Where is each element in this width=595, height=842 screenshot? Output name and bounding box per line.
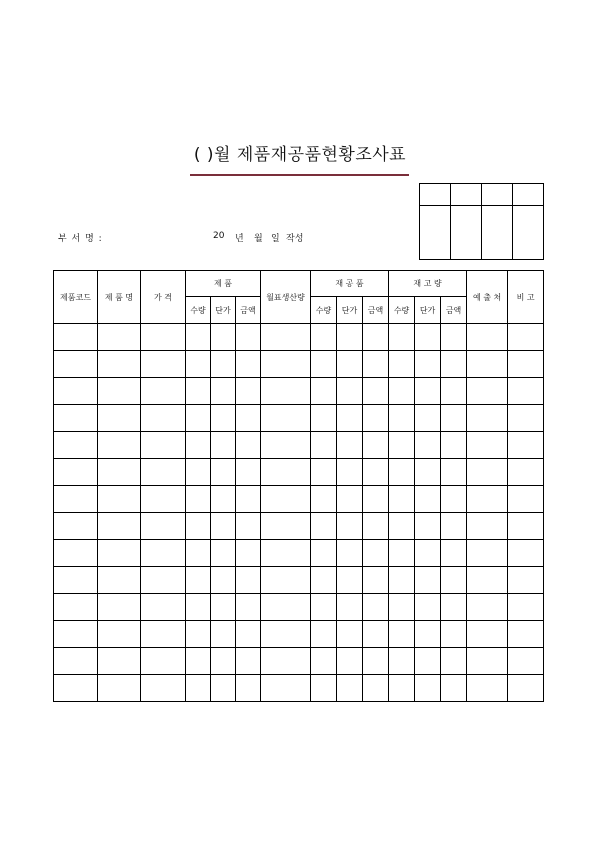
table-cell[interactable] <box>141 594 186 621</box>
table-cell[interactable] <box>389 405 415 432</box>
approval-header-cell[interactable] <box>513 184 544 206</box>
table-cell[interactable] <box>186 567 211 594</box>
table-cell[interactable] <box>261 675 311 702</box>
table-cell[interactable] <box>141 513 186 540</box>
table-cell[interactable] <box>141 648 186 675</box>
table-cell[interactable] <box>236 594 261 621</box>
table-cell[interactable] <box>186 648 211 675</box>
header-wip-group: 재 공 품 <box>311 271 389 297</box>
table-cell[interactable] <box>186 378 211 405</box>
table-cell[interactable] <box>141 324 186 351</box>
table-cell[interactable] <box>363 513 389 540</box>
header-spec: 가 격 <box>141 271 186 324</box>
table-cell[interactable] <box>363 432 389 459</box>
department-label: 부 서 명 : <box>58 234 103 244</box>
table-cell[interactable] <box>54 351 98 378</box>
table-cell[interactable] <box>236 513 261 540</box>
table-cell[interactable] <box>508 648 544 675</box>
table-cell[interactable] <box>467 513 508 540</box>
table-row <box>54 432 544 459</box>
table-row <box>54 621 544 648</box>
table-cell[interactable] <box>441 432 467 459</box>
table-cell[interactable] <box>415 351 441 378</box>
table-cell[interactable] <box>236 432 261 459</box>
table-cell[interactable] <box>337 459 363 486</box>
subheader-unit-price: 단가 <box>337 297 363 324</box>
table-cell[interactable] <box>441 621 467 648</box>
table-cell[interactable] <box>363 540 389 567</box>
table-cell[interactable] <box>363 324 389 351</box>
date-month: 월 <box>254 234 263 244</box>
table-cell[interactable] <box>415 513 441 540</box>
table-cell[interactable] <box>211 486 236 513</box>
table-cell[interactable] <box>508 675 544 702</box>
table-cell[interactable] <box>441 378 467 405</box>
table-cell[interactable] <box>141 378 186 405</box>
table-cell[interactable] <box>467 594 508 621</box>
table-cell[interactable] <box>467 432 508 459</box>
table-cell[interactable] <box>389 324 415 351</box>
title-underline <box>190 174 409 176</box>
table-cell[interactable] <box>508 621 544 648</box>
table-cell[interactable] <box>261 567 311 594</box>
table-cell[interactable] <box>211 459 236 486</box>
table-cell[interactable] <box>211 432 236 459</box>
subheader-quantity: 수량 <box>186 297 211 324</box>
table-cell[interactable] <box>337 594 363 621</box>
table-cell[interactable] <box>337 486 363 513</box>
table-cell[interactable] <box>98 567 141 594</box>
table-cell[interactable] <box>261 648 311 675</box>
table-cell[interactable] <box>54 513 98 540</box>
table-cell[interactable] <box>261 378 311 405</box>
table-cell[interactable] <box>415 378 441 405</box>
table-cell[interactable] <box>261 324 311 351</box>
table-cell[interactable] <box>98 378 141 405</box>
header-sales: 예 출 처 <box>467 271 508 324</box>
table-cell[interactable] <box>311 486 337 513</box>
table-row <box>54 540 544 567</box>
table-cell[interactable] <box>389 621 415 648</box>
table-cell[interactable] <box>98 540 141 567</box>
table-cell[interactable] <box>211 621 236 648</box>
header-monthly-production: 월표생산량 <box>261 271 311 324</box>
table-cell[interactable] <box>54 567 98 594</box>
table-cell[interactable] <box>441 567 467 594</box>
table-cell[interactable] <box>415 459 441 486</box>
table-cell[interactable] <box>441 324 467 351</box>
table-cell[interactable] <box>261 459 311 486</box>
table-cell[interactable] <box>311 432 337 459</box>
table-cell[interactable] <box>467 378 508 405</box>
table-cell[interactable] <box>363 459 389 486</box>
table-cell[interactable] <box>337 567 363 594</box>
table-cell[interactable] <box>141 405 186 432</box>
subheader-unit-price: 단가 <box>211 297 236 324</box>
table-cell[interactable] <box>141 567 186 594</box>
approval-header-cell[interactable] <box>451 184 482 206</box>
table-row <box>54 594 544 621</box>
table-cell[interactable] <box>211 594 236 621</box>
table-cell[interactable] <box>186 351 211 378</box>
table-cell[interactable] <box>441 486 467 513</box>
subheader-amount: 금액 <box>441 297 467 324</box>
table-cell[interactable] <box>467 675 508 702</box>
date-year-prefix: 20 <box>213 231 225 241</box>
table-cell[interactable] <box>389 675 415 702</box>
table-cell[interactable] <box>98 621 141 648</box>
table-cell[interactable] <box>186 486 211 513</box>
table-cell[interactable] <box>311 405 337 432</box>
table-cell[interactable] <box>389 513 415 540</box>
table-cell[interactable] <box>441 513 467 540</box>
table-cell[interactable] <box>236 324 261 351</box>
table-cell[interactable] <box>415 540 441 567</box>
table-cell[interactable] <box>236 486 261 513</box>
table-cell[interactable] <box>54 459 98 486</box>
table-cell[interactable] <box>236 459 261 486</box>
table-cell[interactable] <box>186 459 211 486</box>
table-cell[interactable] <box>467 459 508 486</box>
table-cell[interactable] <box>508 405 544 432</box>
table-cell[interactable] <box>441 351 467 378</box>
table-cell[interactable] <box>186 432 211 459</box>
table-cell[interactable] <box>508 567 544 594</box>
table-cell[interactable] <box>311 594 337 621</box>
table-cell[interactable] <box>54 594 98 621</box>
table-cell[interactable] <box>389 648 415 675</box>
approval-box <box>419 183 544 260</box>
header-product-code: 제품코드 <box>54 271 98 324</box>
table-row <box>54 351 544 378</box>
table-row <box>54 675 544 702</box>
table-cell[interactable] <box>363 351 389 378</box>
table-cell[interactable] <box>363 621 389 648</box>
table-cell[interactable] <box>311 567 337 594</box>
table-cell[interactable] <box>415 405 441 432</box>
approval-sign-cell[interactable] <box>513 206 544 260</box>
table-cell[interactable] <box>141 540 186 567</box>
table-cell[interactable] <box>141 351 186 378</box>
date-written: 작성 <box>286 234 304 244</box>
date-year: 년 <box>235 234 244 244</box>
table-cell[interactable] <box>337 648 363 675</box>
table-cell[interactable] <box>311 459 337 486</box>
table-cell[interactable] <box>508 513 544 540</box>
table-cell[interactable] <box>236 567 261 594</box>
table-cell[interactable] <box>211 324 236 351</box>
table-cell[interactable] <box>311 621 337 648</box>
date-line <box>213 231 303 244</box>
table-cell[interactable] <box>211 513 236 540</box>
table-cell[interactable] <box>311 513 337 540</box>
table-row <box>54 486 544 513</box>
subheader-amount: 금액 <box>363 297 389 324</box>
table-cell[interactable] <box>363 378 389 405</box>
table-cell[interactable] <box>415 486 441 513</box>
table-cell[interactable] <box>54 432 98 459</box>
table-cell[interactable] <box>389 540 415 567</box>
approval-sign-cell[interactable] <box>482 206 513 260</box>
table-cell[interactable] <box>337 621 363 648</box>
table-cell[interactable] <box>311 378 337 405</box>
table-cell[interactable] <box>261 513 311 540</box>
table-cell[interactable] <box>441 594 467 621</box>
table-cell[interactable] <box>211 648 236 675</box>
table-cell[interactable] <box>508 540 544 567</box>
table-cell[interactable] <box>441 459 467 486</box>
table-cell[interactable] <box>236 540 261 567</box>
table-cell[interactable] <box>186 675 211 702</box>
table-cell[interactable] <box>337 540 363 567</box>
table-cell[interactable] <box>467 486 508 513</box>
subheader-unit-price: 단가 <box>415 297 441 324</box>
table-cell[interactable] <box>441 675 467 702</box>
table-cell[interactable] <box>211 675 236 702</box>
table-cell[interactable] <box>236 405 261 432</box>
table-cell[interactable] <box>141 621 186 648</box>
table-cell[interactable] <box>236 621 261 648</box>
table-cell[interactable] <box>363 567 389 594</box>
table-cell[interactable] <box>311 675 337 702</box>
table-cell[interactable] <box>186 324 211 351</box>
table-cell[interactable] <box>337 351 363 378</box>
table-cell[interactable] <box>211 567 236 594</box>
table-body <box>54 324 544 702</box>
approval-header-cell[interactable] <box>420 184 451 206</box>
table-cell[interactable] <box>467 648 508 675</box>
table-cell[interactable] <box>467 540 508 567</box>
header-remarks: 비 고 <box>508 271 544 324</box>
table-cell[interactable] <box>236 378 261 405</box>
table-cell[interactable] <box>186 621 211 648</box>
page-title: ( )월 제품재공품현황조사표 <box>193 145 407 165</box>
table-cell[interactable] <box>467 567 508 594</box>
table-cell[interactable] <box>98 594 141 621</box>
table-cell[interactable] <box>261 594 311 621</box>
table-cell[interactable] <box>508 486 544 513</box>
table-row <box>54 648 544 675</box>
table-cell[interactable] <box>311 648 337 675</box>
table-cell[interactable] <box>261 432 311 459</box>
table-cell[interactable] <box>415 648 441 675</box>
header-inventory-group: 재 고 량 <box>389 271 467 297</box>
table-cell[interactable] <box>337 378 363 405</box>
table-row <box>54 405 544 432</box>
table-cell[interactable] <box>337 432 363 459</box>
table-cell[interactable] <box>508 378 544 405</box>
table-cell[interactable] <box>337 405 363 432</box>
table-cell[interactable] <box>261 540 311 567</box>
approval-sign-cell[interactable] <box>420 206 451 260</box>
table-cell[interactable] <box>98 675 141 702</box>
table-cell[interactable] <box>141 486 186 513</box>
table-cell[interactable] <box>98 459 141 486</box>
table-cell[interactable] <box>363 486 389 513</box>
table-cell[interactable] <box>415 621 441 648</box>
approval-header-cell[interactable] <box>482 184 513 206</box>
table-cell[interactable] <box>54 540 98 567</box>
table-cell[interactable] <box>54 675 98 702</box>
table-cell[interactable] <box>389 378 415 405</box>
table-cell[interactable] <box>508 459 544 486</box>
date-day: 일 <box>271 234 280 244</box>
table-cell[interactable] <box>337 675 363 702</box>
table-cell[interactable] <box>211 378 236 405</box>
table-cell[interactable] <box>211 540 236 567</box>
table-cell[interactable] <box>389 459 415 486</box>
table-cell[interactable] <box>236 648 261 675</box>
table-cell[interactable] <box>186 540 211 567</box>
table-cell[interactable] <box>98 432 141 459</box>
table-cell[interactable] <box>54 378 98 405</box>
table-cell[interactable] <box>415 675 441 702</box>
table-cell[interactable] <box>141 675 186 702</box>
table-cell[interactable] <box>54 405 98 432</box>
table-cell[interactable] <box>98 513 141 540</box>
table-cell[interactable] <box>508 351 544 378</box>
table-cell[interactable] <box>311 351 337 378</box>
table-cell[interactable] <box>415 594 441 621</box>
table-cell[interactable] <box>261 405 311 432</box>
table-cell[interactable] <box>261 351 311 378</box>
table-cell[interactable] <box>54 486 98 513</box>
table-row <box>54 459 544 486</box>
table-cell[interactable] <box>363 648 389 675</box>
table-cell[interactable] <box>441 648 467 675</box>
table-cell[interactable] <box>363 594 389 621</box>
table-cell[interactable] <box>211 351 236 378</box>
table-cell[interactable] <box>508 324 544 351</box>
table-cell[interactable] <box>415 567 441 594</box>
table-cell[interactable] <box>186 405 211 432</box>
table-row <box>54 324 544 351</box>
table-cell[interactable] <box>415 432 441 459</box>
table-cell[interactable] <box>54 648 98 675</box>
subheader-quantity: 수량 <box>389 297 415 324</box>
table-cell[interactable] <box>363 405 389 432</box>
table-cell[interactable] <box>363 675 389 702</box>
table-cell[interactable] <box>141 432 186 459</box>
table-cell[interactable] <box>389 351 415 378</box>
table-cell[interactable] <box>337 513 363 540</box>
table-cell[interactable] <box>337 324 363 351</box>
table-cell[interactable] <box>467 324 508 351</box>
subheader-quantity: 수량 <box>311 297 337 324</box>
table-cell[interactable] <box>141 459 186 486</box>
table-cell[interactable] <box>236 675 261 702</box>
table-cell[interactable] <box>389 594 415 621</box>
table-cell[interactable] <box>311 540 337 567</box>
table-cell[interactable] <box>441 540 467 567</box>
table-cell[interactable] <box>261 486 311 513</box>
table-cell[interactable] <box>236 351 261 378</box>
table-cell[interactable] <box>389 567 415 594</box>
table-cell[interactable] <box>508 432 544 459</box>
approval-sign-cell[interactable] <box>451 206 482 260</box>
table-cell[interactable] <box>389 486 415 513</box>
table-cell[interactable] <box>261 621 311 648</box>
table-cell[interactable] <box>467 621 508 648</box>
table-cell[interactable] <box>441 405 467 432</box>
table-cell[interactable] <box>98 486 141 513</box>
table-cell[interactable] <box>415 324 441 351</box>
table-cell[interactable] <box>467 405 508 432</box>
product-wip-table <box>53 270 544 702</box>
table-cell[interactable] <box>311 324 337 351</box>
table-cell[interactable] <box>54 621 98 648</box>
table-cell[interactable] <box>54 324 98 351</box>
table-row <box>54 567 544 594</box>
table-cell[interactable] <box>186 513 211 540</box>
table-cell[interactable] <box>98 351 141 378</box>
subheader-amount: 금액 <box>236 297 261 324</box>
table-cell[interactable] <box>508 594 544 621</box>
table-row <box>54 513 544 540</box>
table-cell[interactable] <box>467 351 508 378</box>
table-cell[interactable] <box>389 432 415 459</box>
table-row <box>54 378 544 405</box>
table-cell[interactable] <box>98 405 141 432</box>
table-cell[interactable] <box>211 405 236 432</box>
table-cell[interactable] <box>98 648 141 675</box>
header-product-group: 제 품 <box>186 271 261 297</box>
table-cell[interactable] <box>186 594 211 621</box>
table-cell[interactable] <box>98 324 141 351</box>
header-product-name: 제 품 명 <box>98 271 141 324</box>
